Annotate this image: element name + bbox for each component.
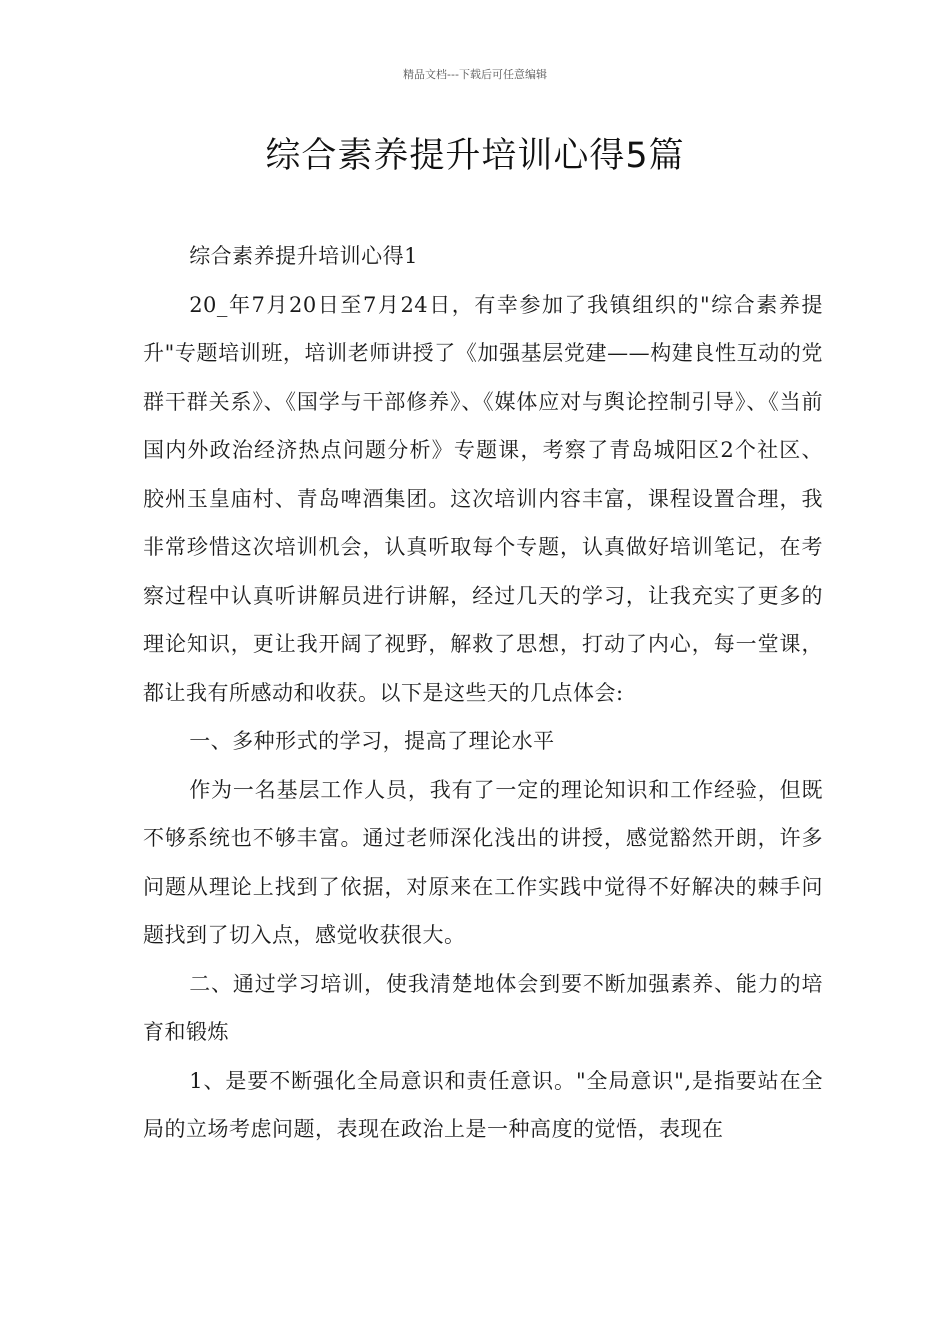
body-paragraph: 作为一名基层工作人员，我有了一定的理论知识和工作经验，但既不够系统也不够丰富。通过老师深化浅出的讲授，感觉豁然开朗，许多问题从理论上找到了依据，对原来在工作实践中觉得不好解决的棘手问题找到了切入点，感觉收获很大。 — [143, 777, 823, 947]
subheading-one: 一、多种形式的学习，提高了理论水平 — [189, 729, 555, 753]
header-note: 精品文档---下载后可任意编辑 — [403, 68, 547, 81]
body-paragraph: 20_年7月20日至7月24日，有幸参加了我镇组织的"综合素养提升"专题培训班，培训老师讲授了《加强基层党建——构建良性互动的党群干群关系》、《国学与干部修养》、《媒体应对与舆论控制引导》、《当前国内外政治经济热点问题分析》专题课，考察了青岛城阳区2个社区、胶州玉皇庙村、青岛啤酒集团。这次培训内容丰富，课程设置合理，我非常珍惜这次培训机会，认真听取每个专题，认真做好培训笔记，在考察过程中认真听讲解员进行讲解，经过几天的学习，让我充实了更多的理论知识，更让我开阔了视野，解救了思想，打动了内心，每一堂课，都让我有所感动和收获。以下是这些天的几点体会: — [143, 292, 823, 705]
body-paragraph: 1、是要不断强化全局意识和责任意识。"全局意识",是指要站在全局的立场考虑问题，表现在政治上是一种高度的觉悟，表现在 — [143, 1068, 823, 1141]
document-body — [143, 232, 823, 1154]
subheading-two: 二、通过学习培训，使我清楚地体会到要不断加强素养、能力的培育和锻炼 — [143, 971, 823, 1044]
document-title: 综合素养提升培训心得5篇 — [265, 136, 685, 176]
section-heading-1: 综合素养提升培训心得1 — [189, 244, 419, 268]
